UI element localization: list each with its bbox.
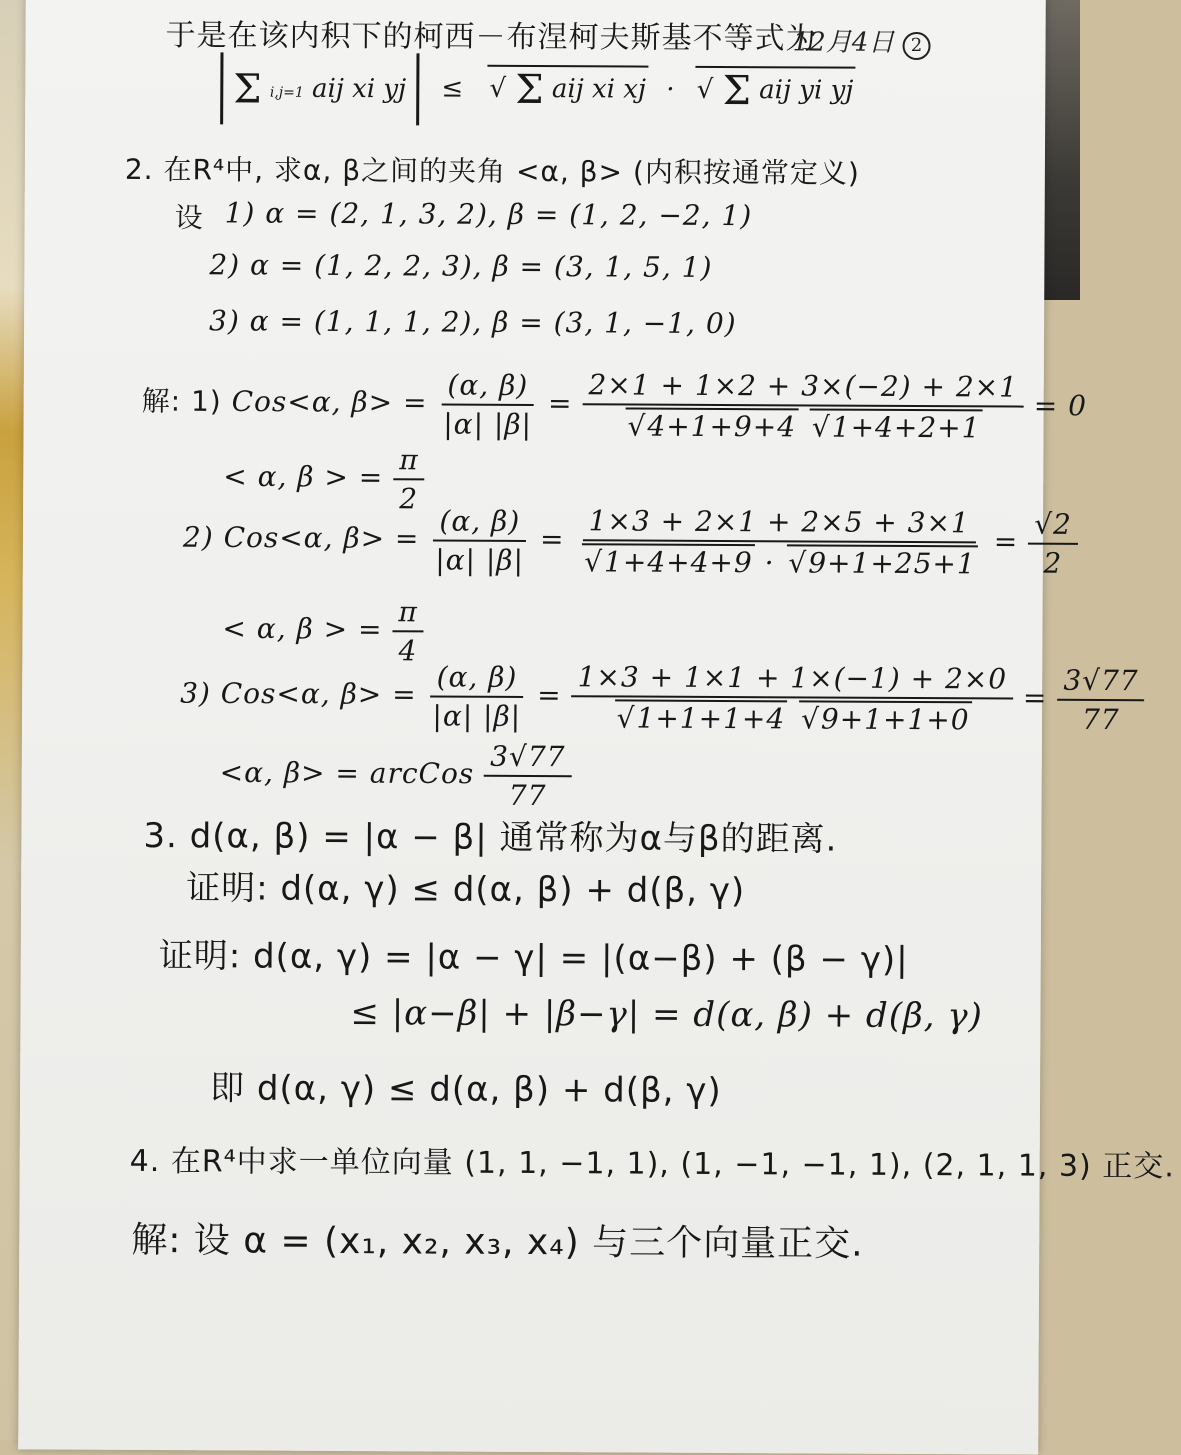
sum-index-low: i,j=1 (269, 84, 304, 101)
s3-result-fraction: $\frac{3√77}{77}$ (1057, 664, 1145, 736)
s1-numerator: 2×1 + 1×2 + 3×(−2) + 2×1 (582, 368, 1024, 407)
proof-line-1: 证明: d(α, γ) = |α − γ| = |(α−β) + (β − γ)| (158, 936, 909, 980)
case3: 3) α = (1, 1, 1, 2), β = (3, 1, −1, 0) (209, 304, 737, 341)
problem4-title: 4. 在R⁴中求一单位向量 (1, 1, −1, 1), (1, −1, −1, 1), (2, 1, 1, 3) 正交. (129, 1143, 1175, 1185)
proof-conclusion: 即 d(α, γ) ≤ d(α, β) + d(β, γ) (209, 1068, 722, 1111)
case1: 1) α = (2, 1, 3, 2), β = (1, 2, −2, 1) (224, 196, 753, 233)
s3-numerator: 1×3 + 1×1 + 1×(−1) + 2×0 (572, 660, 1014, 699)
problem3-title: 3. d(α, β) = |α − β| 通常称为α与β的距离. (143, 815, 838, 860)
leq-sign: ≤ (441, 73, 464, 104)
date-text: 12月4日 (792, 27, 895, 58)
cauchy-inequality (220, 52, 854, 135)
sqrt-term-2: √ Σ aij yi yj (695, 66, 856, 115)
problem3-prove: 证明: d(α, γ) ≤ d(α, β) + d(β, γ) (186, 868, 746, 912)
s3-denominator: √ 1+1+1+4 √ 9+1+1+0 (607, 697, 978, 736)
case2: 2) α = (1, 2, 2, 3), β = (3, 1, 5, 1) (209, 248, 713, 284)
s2-result-fraction: $\frac{√2}{2}$ (1028, 508, 1078, 580)
s1-fraction (582, 368, 1024, 444)
s2-fraction (574, 504, 984, 580)
s2-angle-row: < α, β > = $\frac{\pi}{4}$ (222, 594, 424, 667)
inequality-right-term-1: aij xi xj (551, 74, 647, 105)
handwritten-page (18, 0, 1175, 1455)
s1-angle-row: < α, β > = $\frac{\pi}{2}$ (223, 442, 425, 515)
s3-angle-fraction: $\frac{3√77}{77}$ (484, 740, 572, 812)
s1-result: = 0 (1033, 389, 1088, 423)
intro-text: 于是在该内积下的柯西－布涅柯夫斯基不等式为 (165, 18, 817, 57)
s2-angle-fraction: $\frac{\pi}{4}$ (392, 595, 424, 667)
cos-def-fraction-1: $\frac{(\alpha, \beta)}{|\alpha| |\beta|}$ (437, 369, 538, 442)
s3-angle-row: <α, β> = arcCos $\frac{3√77}{77}$ (220, 738, 572, 812)
dot-sign: · (666, 74, 675, 105)
problem4-solution: 解: 设 α = (x₁, x₂, x₃, x₄) 与三个向量正交. (131, 1219, 864, 1265)
s2-denominator: √ 1+4+4+9 · √ 9+1+25+1 (574, 541, 984, 580)
solution-label: 解: 1) (141, 384, 222, 418)
s1-angle-fraction: $\frac{\pi}{2}$ (393, 443, 425, 515)
date-label (793, 21, 931, 60)
sqrt-term-1: √ Σ aij xi xj (487, 65, 648, 114)
setup-label: 设 (174, 201, 204, 235)
s1-denominator: √ 4+1+9+4 √ 1+4+2+1 (617, 405, 988, 444)
cos-lhs-1: Cos<α, β> = (231, 384, 428, 419)
cos-def-fraction-3: $\frac{(\alpha, \beta)}{|\alpha| |\beta|}$ (426, 660, 527, 733)
s3-fraction (571, 660, 1013, 736)
solution1-row: 解: 1) Cos<α, β> = $\frac{(\alpha, \beta)}{|\alpha| |\beta|}$ = 2×1 + 1×2 + 3×(−2) + 2×1 √ 4+1+9+4 √ 1+4+2+1 = 0 (141, 366, 1087, 445)
inequality-right-term-2: aij yi yj (759, 75, 854, 106)
inequality-left-abs (220, 52, 419, 125)
proof-line-2: ≤ |α−β| + |β−γ| = d(α, β) + d(β, γ) (350, 993, 983, 1037)
inequality-left-term: aij xi yj (311, 73, 407, 105)
solution2-row: 2) Cos<α, β> = $\frac{(\alpha, \beta)}{|\alpha| |\beta|}$ = 1×3 + 2×1 + 2×5 + 3×1 √ 1+4+4+9 · √ 9+1+25+1 = $\frac{√2}{2}$ (183, 502, 1078, 581)
page-number-circle: 2 (902, 32, 930, 60)
sigma-symbol: Σ (233, 66, 262, 113)
cos-def-fraction-2: $\frac{(\alpha, \beta)}{|\alpha| |\beta|}$ (429, 504, 530, 577)
solution3-row: 3) Cos<α, β> = $\frac{(\alpha, \beta)}{|\alpha| |\beta|}$ = 1×3 + 1×1 + 1×(−1) + 2×0 √ 1+1+1+4 √ 9+1+1+0 = $\frac{3√77}{77}$ (180, 658, 1145, 737)
problem2-title: 2. 在R⁴中, 求α, β之间的夹角 <α, β> (内积按通常定义) (124, 152, 860, 190)
s2-numerator: 1×3 + 2×1 + 2×5 + 3×1 (583, 504, 976, 543)
